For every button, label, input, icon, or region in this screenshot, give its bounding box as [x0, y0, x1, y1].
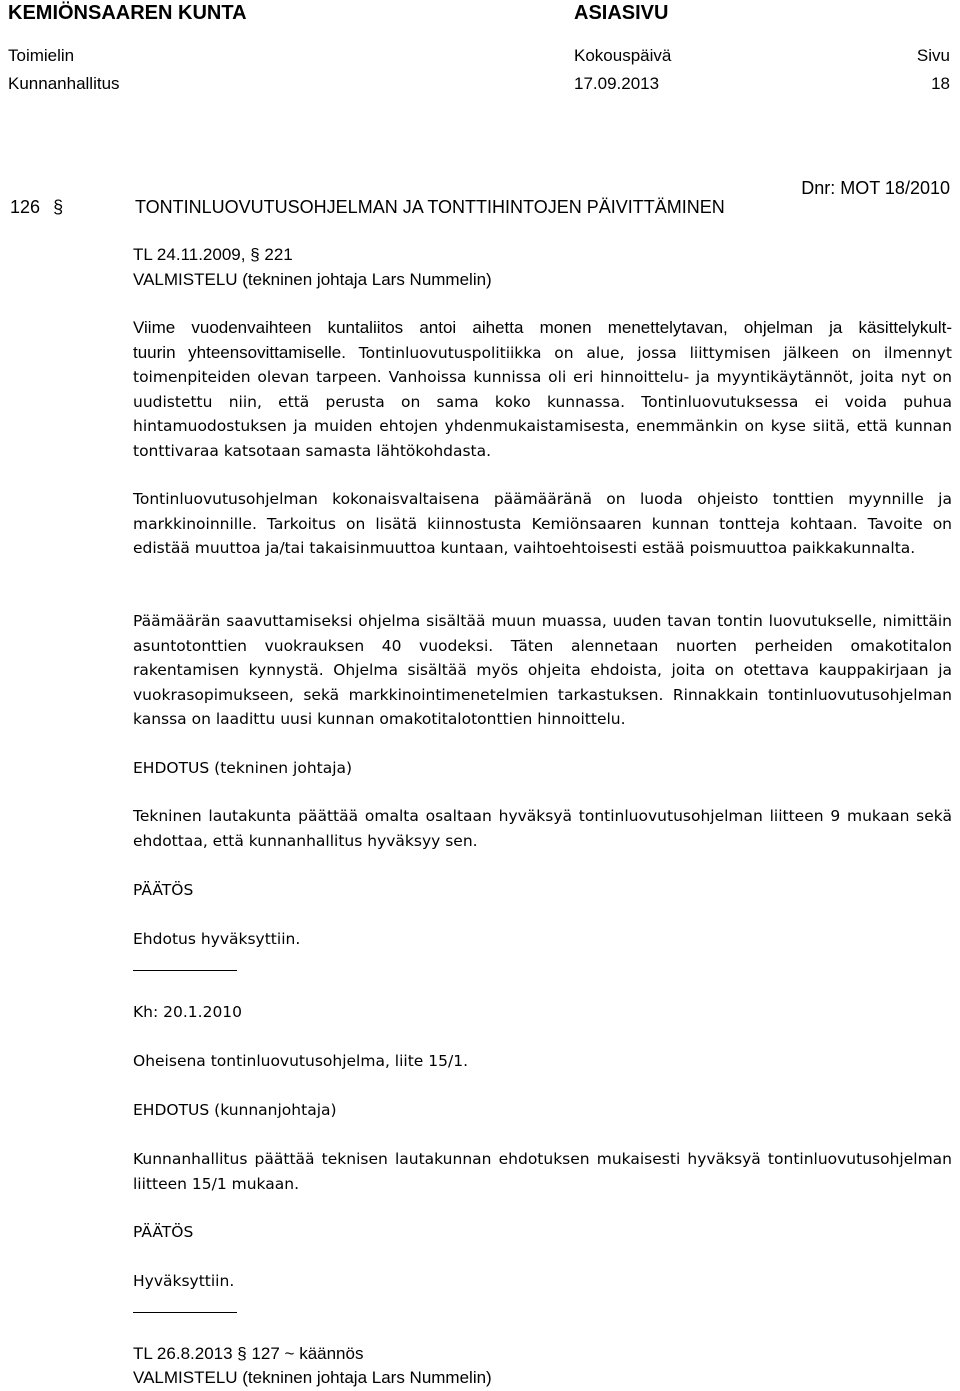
paragraph-1-line-1: Viime vuodenvaihteen kuntaliitos antoi aihetta monen menettelytavan, ohjelman ja käsittelykult- — [133, 318, 952, 337]
preparation-heading-2: VALMISTELU (tekninen johtaja Lars Nummelin) — [133, 1368, 492, 1387]
organ-label: Toimielin — [8, 46, 75, 65]
proposal-2-label: EHDOTUS (kunnanjohtaja) — [133, 1101, 337, 1119]
separator-line — [133, 1312, 237, 1313]
decision-2-text: Hyväksyttiin. — [133, 1272, 235, 1290]
paragraph-1-rest: Tontinluovutuspolitiikka on alue, jossa liittymisen jälkeen on ilmennyt toimenpiteiden olevan tarpeen. Vanhoissa kunnissa oli eri hinnoittelu- ja myyntikäytännöt, joita nyt on uudistettu niin, että perusta on sama koko kunnassa. Tontinluovutuksessa ei voida puhua hintamuodostuksen ja muiden ehtojen yhdenmukaistamisesta, enemmänkin on kyse siitä, että kunnan tonttivaraa katsotaan samasta lähtökohdasta. — [133, 343, 952, 460]
paragraph-2: Tontinluovutusohjelman kokonaisvaltaisena päämääränä on luoda ohjeisto tonttien myynnille ja markkinoinnille. Tarkoitus on lisätä kiinnostusta Kemiönsaaren kunnan tontteja kohtaan. Tavoite on edistää muuttoa ja/tai takaisinmuuttoa kuntaan, vaihtoehtoisesti estää poismuuttoa paikkakunnalta. — [133, 490, 952, 557]
decision-2-label: PÄÄTÖS — [133, 1223, 194, 1241]
dnr-number: Dnr: MOT 18/2010 — [801, 178, 950, 198]
organ-value: Kunnanhallitus — [8, 74, 120, 93]
proposal-2-text: Kunnanhallitus päättää teknisen lautakunnan ehdotuksen mukaisesti hyväksyä tontinluovutusohjelman liitteen 15/1 mukaan. — [133, 1150, 952, 1193]
date-label: Kokouspäivä — [574, 46, 672, 65]
page-value: 18 — [931, 74, 950, 93]
paragraph-1 — [133, 316, 952, 463]
decision-1-label: PÄÄTÖS — [133, 881, 194, 899]
page-label: Sivu — [916, 46, 950, 65]
section-title: TONTINLUOVUTUSOHJELMAN JA TONTTIHINTOJEN PÄIVITTÄMINEN — [135, 197, 725, 217]
tl-reference: TL 24.11.2009, § 221 — [133, 245, 293, 264]
decision-1-text: Ehdotus hyväksyttiin. — [133, 930, 301, 948]
date-value: 17.09.2013 — [574, 74, 660, 93]
preparation-heading: VALMISTELU (tekninen johtaja Lars Nummelin) — [133, 270, 492, 289]
tl-reference-2: TL 26.8.2013 § 127 ~ käännös — [133, 1344, 364, 1363]
separator-line — [133, 970, 237, 971]
section-symbol: § — [53, 197, 64, 217]
kh-reference: Kh: 20.1.2010 — [133, 1003, 243, 1021]
paragraph-1-line-2: tuurin yhteensovittamiselle. — [133, 342, 346, 362]
section-number — [10, 197, 63, 218]
proposal-1-text: Tekninen lautakunta päättää omalta osaltaan hyväksyä tontinluovutusohjelman liitteen 9 mukaan sekä ehdottaa, että kunnanhallitus hyväksyy sen. — [133, 807, 952, 850]
section-number-value: 126 — [10, 197, 41, 217]
proposal-1-label: EHDOTUS (tekninen johtaja) — [133, 759, 353, 777]
org-name: KEMIÖNSAAREN KUNTA — [8, 2, 247, 24]
attachment-note: Oheisena tontinluovutusohjelma, liite 15/1. — [133, 1052, 469, 1070]
paragraph-3: Päämäärän saavuttamiseksi ohjelma sisältää muun muassa, uuden tavan tontin luovutukselle, nimittäin asuntotonttien vuokrauksen 40 vuodeksi. Täten alennetaan nuorten perheiden omakotitalon rakentamisen kynnystä. Ohjelma sisältää myös ohjeita ehdoista, joita on otettava kauppakirjaan ja vuokrasopimukseen, sekä markkinointimenetelmien tarkastuksen. Rinnakkain tontinluovutusohjelman kanssa on laadittu uusi kunnan omakotitalotonttien hinnoittelu. — [133, 612, 952, 728]
doc-type: ASIASIVU — [574, 2, 669, 24]
